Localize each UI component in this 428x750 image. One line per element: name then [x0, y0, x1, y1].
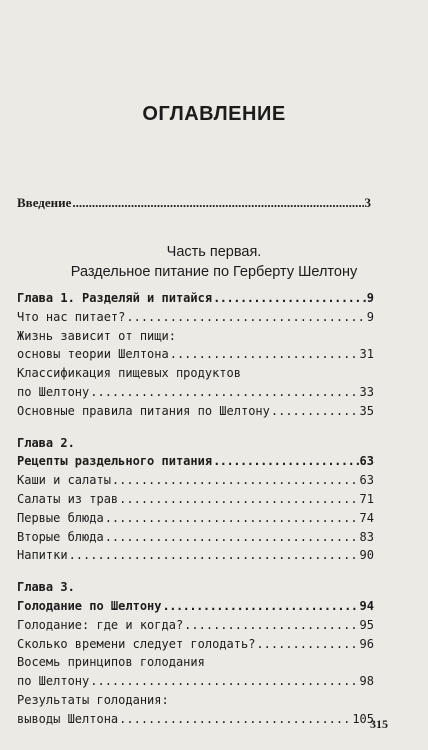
chapter-heading: [17, 289, 374, 308]
toc-entry-page: 9: [366, 291, 374, 305]
dot-leader: [90, 383, 358, 402]
dot-leader: [105, 509, 359, 528]
toc-entry-label: Рецепты раздельного питания: [17, 454, 213, 469]
toc-entry: [17, 194, 371, 213]
toc-entry: [17, 528, 374, 547]
dot-leader: [112, 471, 359, 490]
toc-entry-page: 63: [359, 454, 374, 469]
toc-entry: [17, 635, 374, 654]
spacer: [17, 565, 374, 578]
toc-entry-label: Введение: [17, 195, 72, 210]
toc-entry: [17, 383, 374, 402]
toc-entry-label: Вторые блюда: [17, 529, 104, 544]
toc-entry: [17, 546, 374, 565]
chapter-number: Глава 2.: [17, 435, 75, 450]
toc-entry: [17, 308, 374, 327]
toc-entry-label: Салаты из трав: [17, 491, 119, 506]
toc-entry-label: Напитки: [17, 548, 68, 563]
spacer: [17, 421, 374, 434]
dot-leader: [256, 635, 358, 654]
toc-entry-label: Глава 1. Разделяй и питайся: [17, 291, 213, 305]
dot-leader: [170, 345, 359, 364]
toc-entry-page: 96: [359, 636, 374, 651]
toc-list: [17, 289, 374, 729]
dot-leader: [105, 528, 359, 547]
toc-entry: [17, 509, 374, 528]
toc-entry-page: 31: [359, 347, 374, 362]
toc-entry: [17, 672, 374, 691]
toc-entry: [17, 471, 374, 490]
toc-entry-page: 94: [359, 598, 374, 613]
toc-entry-page: 95: [359, 617, 374, 632]
toc-entry-page: 74: [359, 510, 374, 525]
chapter-number: Глава 3.: [17, 580, 75, 595]
toc-entry-page: 71: [359, 491, 374, 506]
dot-leader: [271, 402, 359, 421]
toc-entry-line: Восемь принципов голодания: [17, 655, 205, 670]
toc-entry-label: Каши и салаты: [17, 473, 111, 488]
toc-entry: [17, 345, 374, 364]
part-title: [0, 242, 428, 282]
toc-entry-label: Первые блюда: [17, 510, 104, 525]
toc-entry-page: 33: [359, 384, 374, 399]
toc-entry-label: Голодание по Шелтону: [17, 598, 162, 613]
dot-leader: [72, 194, 363, 213]
toc-entry-page: 83: [359, 529, 374, 544]
toc-entry: [17, 402, 374, 421]
toc-entry: [17, 616, 374, 635]
dot-leader: [126, 308, 365, 327]
dot-leader: [90, 672, 358, 691]
toc-entry-page: 63: [359, 473, 374, 488]
toc-entry-line: Классификация пищевых продуктов: [17, 366, 241, 381]
page-number: 315: [370, 717, 388, 731]
toc-entry-page: 35: [359, 403, 374, 418]
toc-entry-label: по Шелтону: [17, 674, 90, 689]
dot-leader: [213, 289, 366, 308]
toc-entry-label: Голодание: где и когда?: [17, 617, 184, 632]
toc-entry-page: 9: [366, 309, 374, 324]
toc-entry: [17, 710, 374, 729]
toc-entry: [17, 490, 374, 509]
dot-leader: [184, 616, 358, 635]
part-number: Часть первая.: [166, 244, 262, 260]
toc-entry-line: Жизнь зависит от пищи:: [17, 328, 176, 343]
dot-leader: [119, 490, 358, 509]
part-name: Раздельное питание по Герберту Шелтону: [70, 264, 358, 280]
chapter-heading: [17, 452, 374, 471]
dot-leader: [163, 597, 359, 616]
toc-intro: [17, 194, 371, 213]
toc-entry-label: Сколько времени следует голодать?: [17, 636, 256, 651]
toc-entry-label: по Шелтону: [17, 384, 90, 399]
dot-leader: [213, 452, 358, 471]
toc-entry-page: 90: [359, 548, 374, 563]
dot-leader: [119, 710, 351, 729]
toc-entry-label: Что нас питает?: [17, 309, 126, 324]
dot-leader: [69, 546, 359, 565]
toc-entry-label: выводы Шелтона: [17, 711, 119, 726]
chapter-heading: [17, 597, 374, 616]
toc-entry-label: Основные правила питания по Шелтону: [17, 403, 270, 418]
toc-entry-page: 105: [352, 711, 374, 726]
toc-entry-page: 3: [364, 195, 371, 210]
toc-entry-line: Результаты голодания:: [17, 692, 169, 707]
toc-entry-label: основы теории Шелтона: [17, 347, 169, 362]
page-title: ОГЛАВЛЕНИЕ: [142, 103, 286, 125]
toc-entry-page: 98: [359, 674, 374, 689]
